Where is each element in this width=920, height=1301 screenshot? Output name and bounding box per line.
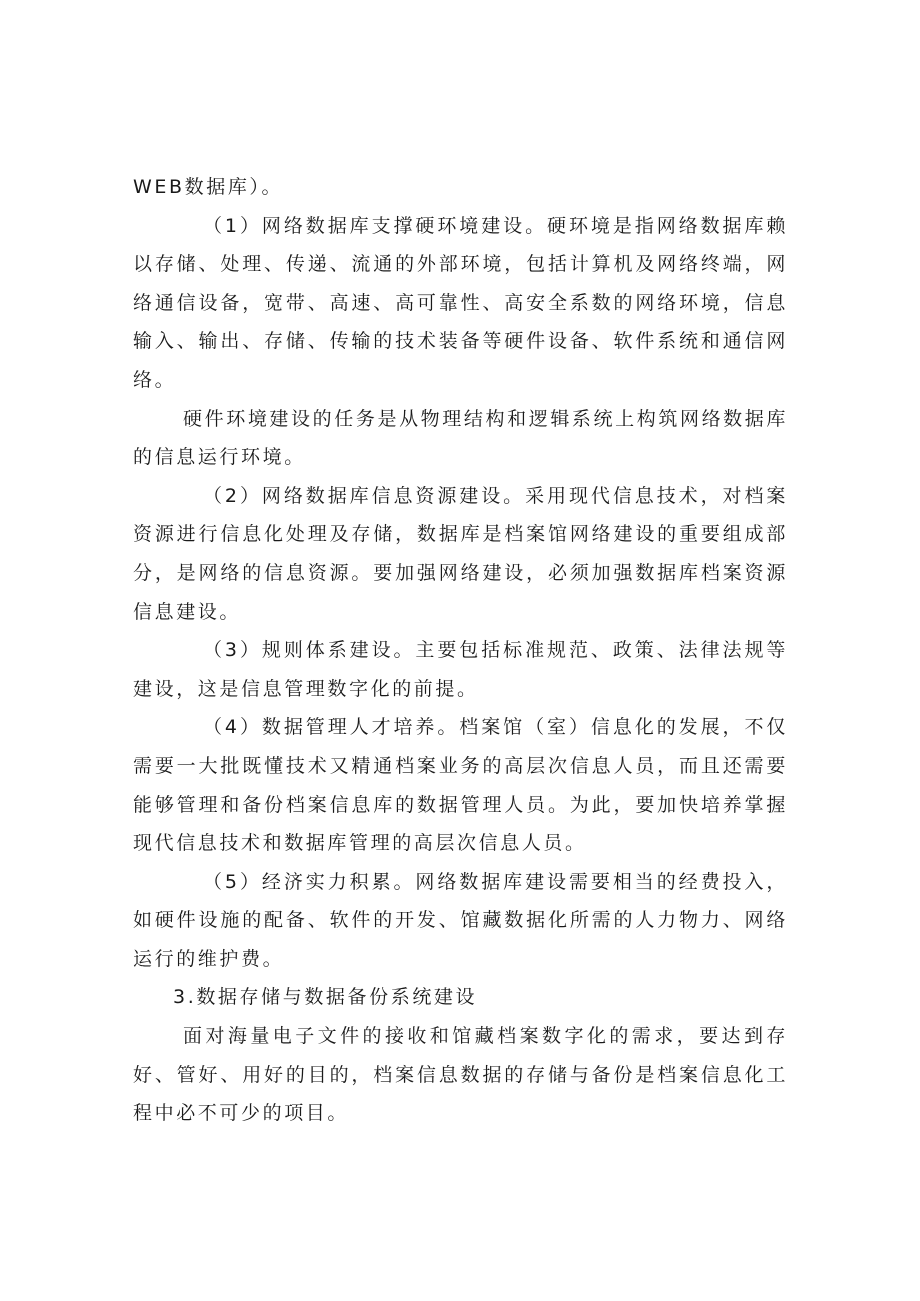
paragraph-storage-backup: 面对海量电子文件的接收和馆藏档案数字化的需求，要达到存好、管好、用好的目的，档案信息数据的存储与备份是档案信息化工程中必不可少的项目。 — [133, 1025, 788, 1125]
paragraph-item-4: （4）数据管理人才培养。档案馆（室）信息化的发展，不仅需要一大批既懂技术又精通档案业务的高层次信息人员，而且还需要能够管理和备份档案信息库的数据管理人员。为此，要加快培养掌握现代信息技术和数据库管理的高层次信息人员。 — [133, 716, 788, 855]
paragraph-hardware-task: 硬件环境建设的任务是从物理结构和逻辑系统上构筑网络数据库的信息运行环境。 — [133, 407, 788, 469]
paragraph-item-3: （3）规则体系建设。主要包括标准规范、政策、法律法规等建设，这是信息管理数字化的前提。 — [133, 639, 788, 700]
paragraph-item-1: （1）网络数据库支撑硬环境建设。硬环境是指网络数据库赖以存储、处理、传递、流通的外部环境，包括计算机及网络终端，网络通信设备，宽带、高速、高可靠性、高安全系数的网络环境，信息输入、输出、存储、传输的技术装备等硬件设备、软件系统和通信网络。 — [133, 214, 788, 391]
paragraph-item-5: （5）经济实力积累。网络数据库建设需要相当的经费投入，如硬件设施的配备、软件的开发、馆藏数据化所需的人力物力、网络运行的维护费。 — [133, 870, 788, 970]
section-heading-3: 3.数据存储与数据备份系统建设 — [173, 986, 478, 1009]
document-body — [133, 168, 788, 1133]
paragraph-continuation: WEB数据库）。 — [133, 176, 284, 198]
paragraph-item-2: （2）网络数据库信息资源建设。采用现代信息技术，对档案资源进行信息化处理及存储，数据库是档案馆网络建设的重要组成部分，是网络的信息资源。要加强网络建设，必须加强数据库档案资源信息建设。 — [133, 484, 788, 623]
